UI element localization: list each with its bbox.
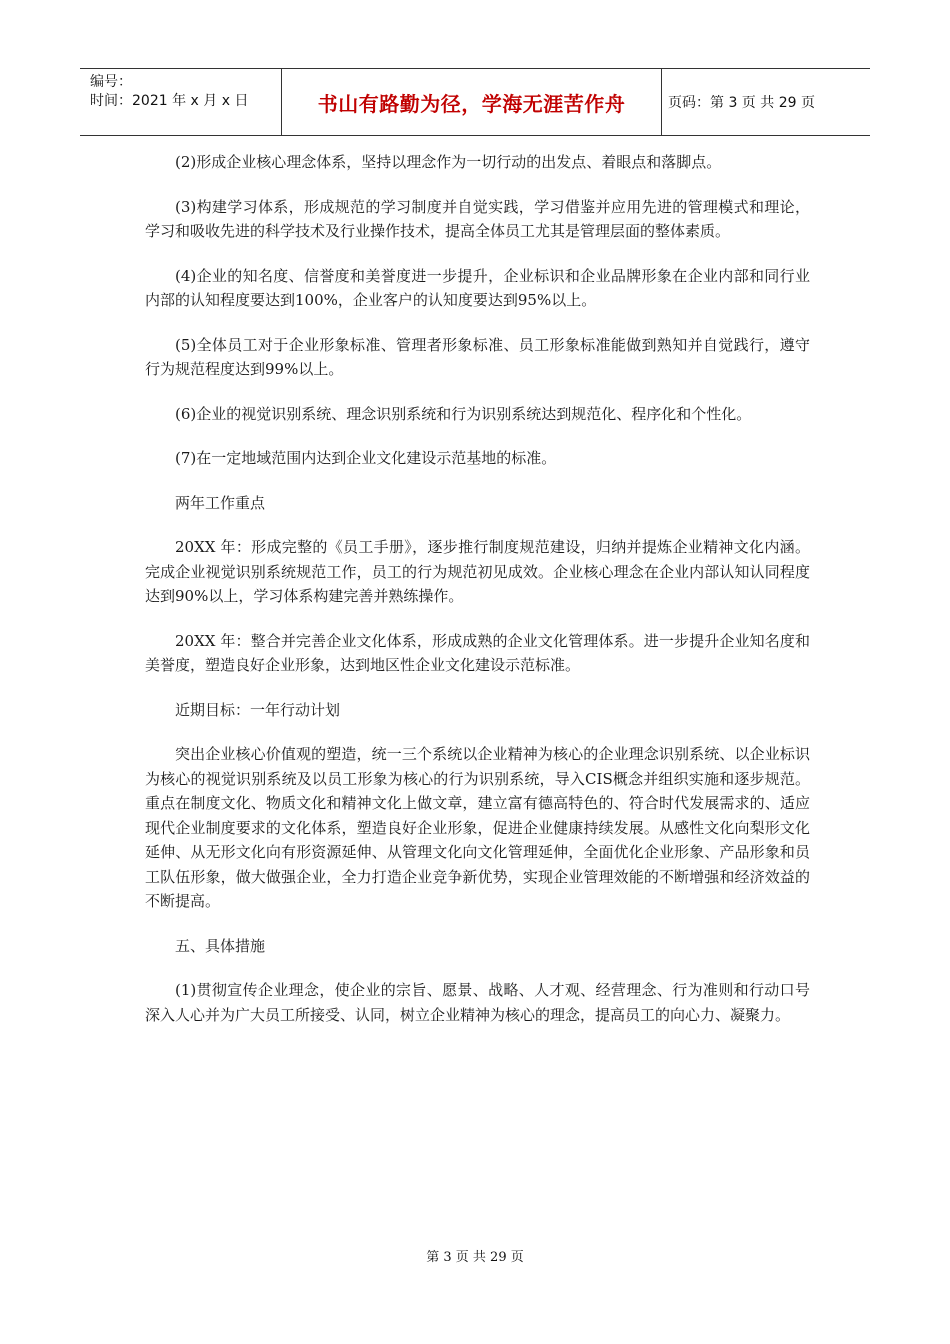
- document-number-label: 编号：: [90, 74, 132, 90]
- paragraph: (4)企业的知名度、信誉度和美誉度进一步提升，企业标识和企业品牌形象在企业内部和同行业内部的认知程度要达到100%，企业客户的认知度要达到95%以上。: [145, 266, 810, 309]
- paragraph: (5)全体员工对于企业形象标准、管理者形象标准、员工形象标准能做到熟知并自觉践行，遵守行为规范程度达到99%以上。: [145, 335, 810, 378]
- paragraph: (1)贯彻宣传企业理念，使企业的宗旨、愿景、战略、人才观、经营理念、行为准则和行动口号深入人心并为广大员工所接受、认同，树立企业精神为核心的理念，提高员工的向心力、凝聚力。: [145, 981, 810, 1024]
- paragraph: 20XX 年：形成完整的《员工手册》，逐步推行制度规范建设，归纳并提炼企业精神文化内涵。完成企业视觉识别系统规范工作，员工的行为规范初见成效。企业核心理念在企业内部认知认同程度达到90%以上，学习体系构建完善并熟练操作。: [145, 538, 810, 605]
- section-heading: 两年工作重点: [175, 493, 266, 512]
- paragraph: (2)形成企业核心理念体系，坚持以理念作为一切行动的出发点、着眼点和落脚点。: [175, 153, 722, 171]
- page-footer: 第 3 页 共 29 页: [426, 1250, 524, 1265]
- paragraph: (3)构建学习体系，形成规范的学习制度并自觉实践，学习借鉴并应用先进的管理模式和理论，学习和吸收先进的科学技术及行业操作技术，提高全体员工尤其是管理层面的整体素质。: [145, 197, 810, 240]
- document-date: 时间：2021 年 x 月 x 日: [90, 93, 249, 109]
- paragraph: 突出企业核心价值观的塑造，统一三个系统以企业精神为核心的企业理念识别系统、以企业标识为核心的视觉识别系统及以员工形象为核心的行为识别系统，导入CIS概念并组织实施和逐步规范。重点在制度文化、物质文化和精神文化上做文章，建立富有德高特色的、符合时代发展需求的、适应现代企业制度要求的文化体系，塑造良好企业形象，促进企业健康持续发展。从感性文化向梨形文化延伸、从无形文化向有形资源延伸、从管理文化向文化管理延伸，全面优化企业形象、产品形象和员工队伍形象，做大做强企业，全力打造企业竞争新优势，实现企业管理效能的不断增强和经济效益的不断提高。: [145, 745, 810, 910]
- paragraph: (7)在一定地域范围内达到企业文化建设示范基地的标准。: [175, 449, 557, 467]
- document-body: [145, 150, 810, 1047]
- section-heading: 近期目标：一年行动计划: [175, 700, 341, 719]
- paragraph: (6)企业的视觉识别系统、理念识别系统和行为识别系统达到规范化、程序化和个性化。: [175, 404, 752, 423]
- paragraph: 20XX 年：整合并完善企业文化体系，形成成熟的企业文化管理体系。进一步提升企业知名度和美誉度，塑造良好企业形象，达到地区性企业文化建设示范标准。: [145, 631, 810, 674]
- header-motto: 书山有路勤为径，学海无涯苦作舟: [282, 69, 662, 135]
- header-page-info: 页码：第 3 页 共 29 页: [668, 95, 815, 111]
- section-heading: 五、具体措施: [175, 936, 266, 955]
- page-header: [80, 68, 870, 136]
- header-meta-cell: [80, 69, 282, 135]
